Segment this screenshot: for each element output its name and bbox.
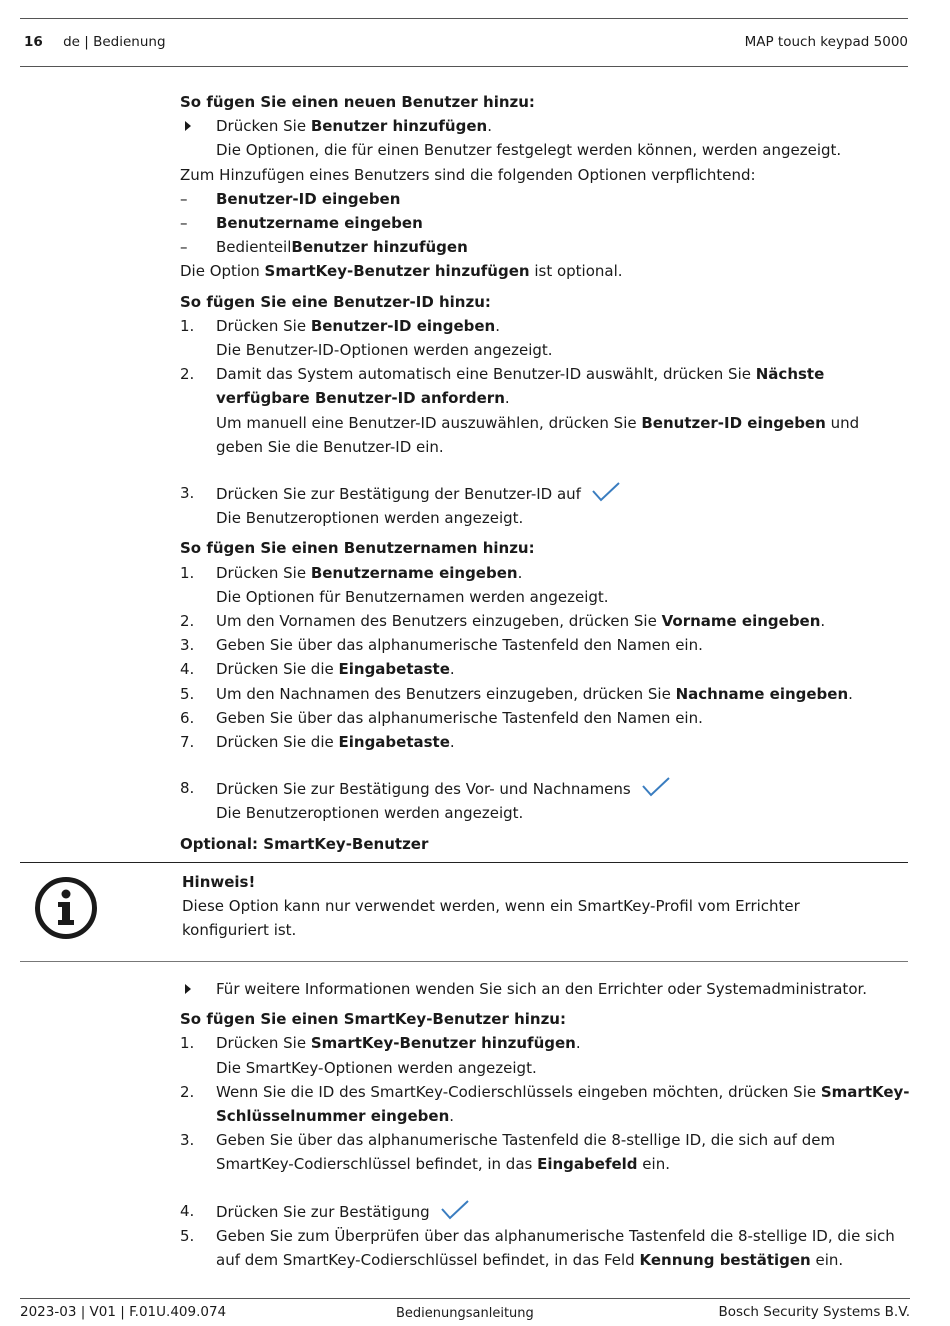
note-bottom-rule: [20, 961, 908, 962]
list-item: 3. Drücken Sie zur Bestätigung der Benutzer-ID auf: [180, 481, 910, 506]
list-item: 2. Wenn Sie die ID des SmartKey-Codierschlüssels eingeben möchten, drücken Sie SmartKey-Schlüsselnummer eingeben.: [180, 1082, 910, 1126]
info-bullet: Für weitere Informationen wenden Sie sich an den Errichter oder Systemadministrator.: [180, 977, 910, 1001]
action-step: Drücken Sie Benutzer hinzufügen.: [180, 114, 910, 138]
note-text: Diese Option kann nur verwendet werden, wenn ein SmartKey-Profil vom Errichter konfiguriert ist.: [182, 897, 800, 940]
action-arrow-icon: [180, 977, 216, 1001]
list-item: 1. Drücken Sie Benutzer-ID eingeben.: [180, 316, 501, 335]
list-item: 2. Um den Vornamen des Benutzers einzugeben, drücken Sie Vorname eingeben.: [180, 612, 826, 631]
page-header: [24, 30, 908, 54]
list-item: 4. Drücken Sie zur Bestätigung: [180, 1199, 910, 1224]
list-item: – BedienteilBenutzer hinzufügen: [180, 238, 468, 257]
header-bottom-rule: [20, 66, 908, 67]
checkmark-icon: [591, 481, 621, 503]
header-top-rule: [20, 18, 908, 19]
heading-add-username: So fügen Sie einen Benutzernamen hinzu:: [180, 539, 535, 558]
list-item: 8. Drücken Sie zur Bestätigung des Vor- und Nachnamens: [180, 776, 910, 801]
list-item: 5. Um den Nachnamen des Benutzers einzugeben, drücken Sie Nachname eingeben.: [180, 684, 853, 703]
product-name: MAP touch keypad 5000: [744, 34, 908, 50]
content-part-2: Für weitere Informationen wenden Sie sich an den Errichter oder Systemadministrator. So fügen Sie einen SmartKey-Benutzer hinzu: 1. Drücken Sie SmartKey-Benutzer hinzufügen. Die SmartKey-Optionen werden angezeigt. 2. Wenn Sie die ID des SmartKey-Codierschlüssels eingeben möchten, drücken Sie SmartKey-Schlüsselnummer eingeben. 3. Geben Sie über das alphanumerische Tastenfeld die 8-stellige ID, die sich auf dem SmartKey-Codierschlüssel befindet, in das Eingabefeld ein. 4. Drücken Sie zur Bestätigung 5. Geben Sie zum Überprüfen über das alphanumerische Tastenfeld die 8-stellige ID, die sich auf dem SmartKey-Codierschlüssel befindet, in das Feld Kennung bestätigen ein.: [180, 977, 910, 1272]
note-box: [0, 862, 950, 962]
section-label: de | Bedienung: [63, 34, 166, 50]
note-title: Hinweis!: [182, 873, 256, 891]
list-item: 4. Drücken Sie die Eingabetaste.: [180, 660, 455, 679]
heading-add-user: So fügen Sie einen neuen Benutzer hinzu:: [180, 93, 535, 111]
list-item: 1. Drücken Sie SmartKey-Benutzer hinzufügen.: [180, 1034, 581, 1053]
checkmark-icon: [641, 776, 671, 798]
heading-optional-smartkey: Optional: SmartKey-Benutzer: [180, 834, 429, 853]
heading-add-user-id: So fügen Sie eine Benutzer-ID hinzu:: [180, 292, 491, 311]
footer-company: Bosch Security Systems B.V.: [718, 1304, 910, 1320]
content-part-1: So fügen Sie einen neuen Benutzer hinzu: Drücken Sie Benutzer hinzufügen. Die Optionen, die für einen Benutzer festgelegt werden können, werden angezeigt. Zum Hinzufügen eines Benutzers sind die folgenden Optionen verpflichtend: – Benutzer-ID eingeben – Benutzername eingeben – BedienteilBenutzer hinzufügen Die Option SmartKey-Benutzer hinzufügen ist optional. So fügen Sie eine Benutzer-ID hinzu: 1. Drücken Sie Benutzer-ID eingeben. Die Benutzer-ID-Optionen werden angezeigt. 2. Damit das System automatisch eine Benutzer-ID auswählt, drücken Sie Nächste verfügbare Benutzer-ID anfordern. Um manuell eine Benutzer-ID auszuwählen, drücken Sie Benutzer-ID eingeben und geben Sie die Benutzer-ID ein. 3. Drücken Sie zur Bestätigung der Benutzer-ID auf Die Benutzeroptionen werden angezeigt. So fügen Sie einen Benutzernamen hinzu: 1. Drücken Sie Benutzername eingeben. Die Optionen für Benutzernamen werden angezeigt. 2. Um den Vornamen des Benutzers einzugeben, drücken Sie Vorname eingeben. 3. Geben Sie über das alphanumerische Tastenfeld den Namen ein. 4. Drücken Sie die Eingabetaste. 5. Um den Nachnamen des Benutzers einzugeben, drücken Sie Nachname eingeben. 6. Geben Sie über das alphanumerische Tastenfeld den Namen ein. 7. Drücken Sie die Eingabetaste. 8. Drücken Sie zur Bestätigung des Vor- und Nachnamens Die Benutzeroptionen werden angezeigt. Optional: SmartKey-Benutzer: [180, 90, 910, 856]
list-item: 1. Drücken Sie Benutzername eingeben.: [180, 563, 523, 582]
list-item: 3. Geben Sie über das alphanumerische Tastenfeld die 8-stellige ID, die sich auf dem SmartKey-Codierschlüssel befindet, in das Eingabefeld ein.: [180, 1131, 836, 1174]
list-item: 6. Geben Sie über das alphanumerische Tastenfeld den Namen ein.: [180, 708, 703, 727]
list-item: 7. Drücken Sie die Eingabetaste.: [180, 733, 455, 752]
page-footer: [20, 1300, 910, 1324]
heading-add-smartkey-user: So fügen Sie einen SmartKey-Benutzer hinzu:: [180, 1010, 566, 1029]
checkmark-icon: [440, 1199, 470, 1221]
footer-rule: [20, 1298, 910, 1299]
list-item: 2. Damit das System automatisch eine Benutzer-ID auswählt, drücken Sie Nächste verfügbare Benutzer-ID anfordern. Um manuell eine Benutzer-ID auszuwählen, drücken Sie Benutzer-ID eingeben und geben Sie die Benutzer-ID ein.: [180, 365, 860, 456]
list-item: 5. Geben Sie zum Überprüfen über das alphanumerische Tastenfeld die 8-stellige ID, die sich auf dem SmartKey-Codierschlüssel befindet, in das Feld Kennung bestätigen ein.: [180, 1226, 895, 1270]
mandatory-intro: Zum Hinzufügen eines Benutzers sind die folgenden Optionen verpflichtend:: [180, 165, 756, 184]
optional-note: Die Option SmartKey-Benutzer hinzufügen ist optional.: [180, 262, 623, 281]
action-arrow-icon: [180, 114, 216, 138]
step-result: Die Optionen, die für einen Benutzer festgelegt werden können, werden angezeigt.: [216, 141, 842, 160]
info-icon: [34, 876, 98, 940]
list-item: – Benutzer-ID eingeben: [180, 189, 401, 208]
footer-doc-type: Bedienungsanleitung: [396, 1306, 534, 1321]
list-item: 3. Geben Sie über das alphanumerische Tastenfeld den Namen ein.: [180, 636, 703, 655]
page-number: 16: [24, 34, 43, 50]
list-item: – Benutzername eingeben: [180, 214, 423, 233]
footer-doc-id: 2023-03 | V01 | F.01U.409.074: [20, 1304, 227, 1320]
